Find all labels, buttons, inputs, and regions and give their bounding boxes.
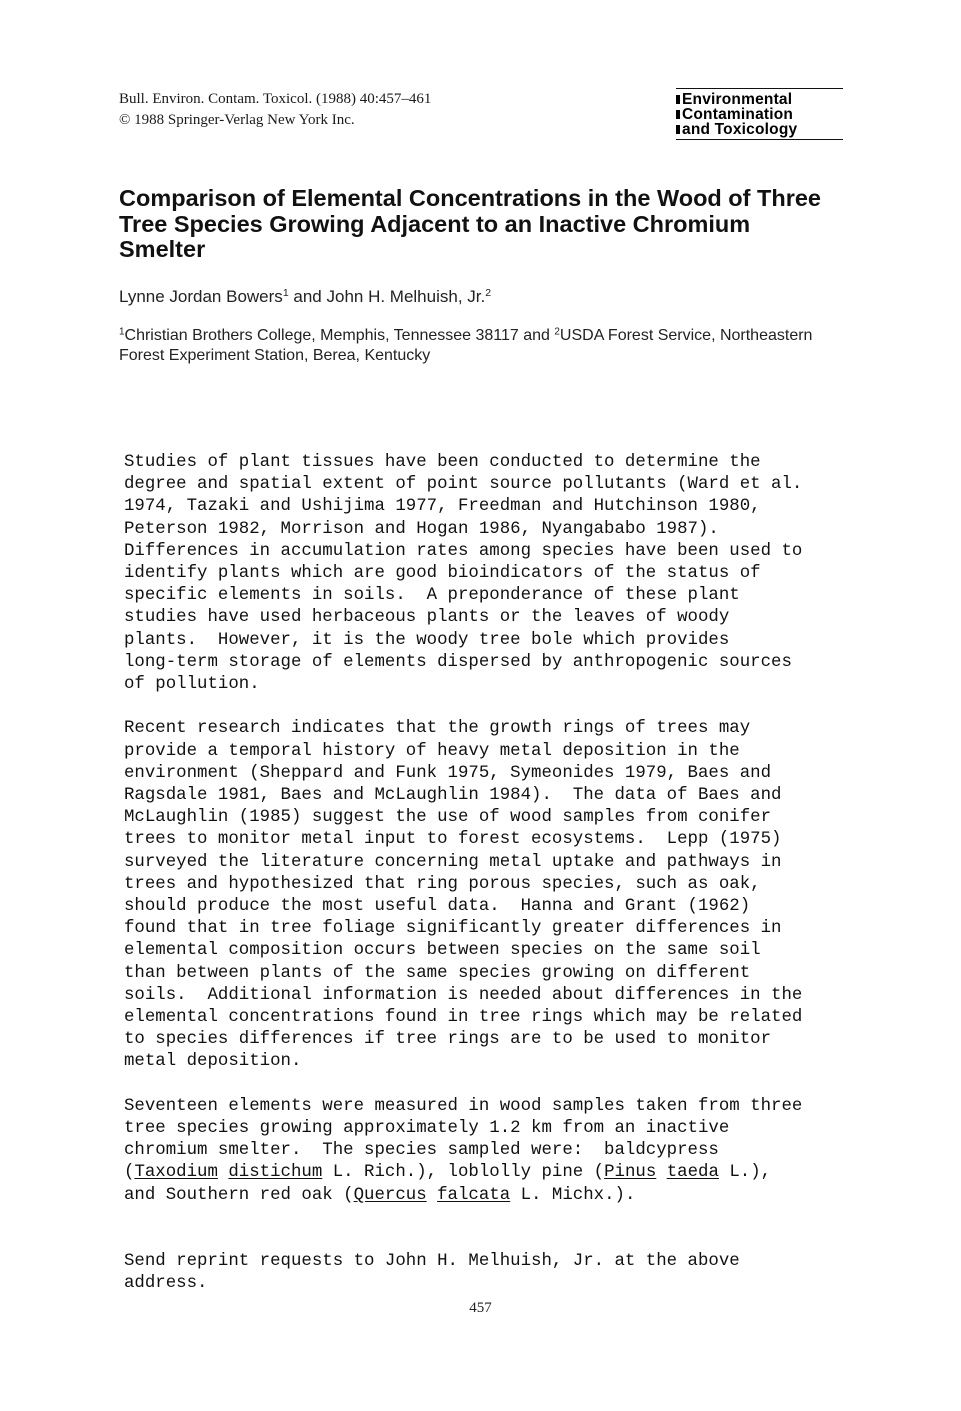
author-name: Lynne Jordan Bowers — [119, 287, 283, 306]
species-name: Pinus — [604, 1163, 657, 1183]
page-number: 457 — [469, 1300, 492, 1316]
text-line: identify plants which are good bioindicators of the status of — [124, 564, 761, 584]
author-affiliation-marker: 2 — [485, 287, 492, 300]
article-title: Comparison of Elemental Concentrations in the Wood of Three Tree Species Growing Adjacent to an Inactive Chromium Smelter — [119, 185, 822, 262]
author-affiliation-marker: 1 — [282, 287, 289, 300]
affiliation-text: Christian Brothers College, Memphis, Tennessee 38117 and — [124, 327, 555, 344]
text-line: Differences in accumulation rates among species have been used to — [124, 541, 803, 561]
text-line: soils. Additional information is needed about differences in the — [124, 985, 803, 1005]
paragraph-3 — [124, 1096, 864, 1207]
text-line: Recent research indicates that the growth rings of trees may — [124, 719, 751, 739]
text-line: long-term storage of elements dispersed by anthropogenic sources — [124, 652, 792, 672]
paragraph-2 — [124, 718, 864, 1073]
author-list — [119, 286, 491, 308]
text-line: studies have used herbaceous plants or the leaves of woody — [124, 608, 730, 628]
reprint-note — [124, 1251, 864, 1295]
text-line: environment (Sheppard and Funk 1975, Symeonides 1979, Baes and — [124, 763, 772, 783]
text-line: McLaughlin (1985) suggest the use of wood samples from conifer — [124, 808, 772, 828]
species-name: Taxodium — [134, 1163, 218, 1183]
text-line: than between plants of the same species growing on different — [124, 963, 751, 983]
text-line: Peterson 1982, Morrison and Hogan 1986, Nyangababo 1987). — [124, 519, 719, 539]
paragraph-1 — [124, 452, 864, 696]
affiliation-marker: 1 — [119, 326, 125, 338]
journal-logo-line-1: Environmental — [676, 92, 843, 107]
text-line: elemental concentrations found in tree rings which may be related — [124, 1008, 803, 1028]
affiliation-marker: 2 — [554, 326, 560, 338]
text-line: chromium smelter. The species sampled were: baldcypress — [124, 1141, 719, 1161]
text-line: plants. However, it is the woody tree bole which provides — [124, 630, 730, 650]
text-line: trees and hypothesized that ring porous species, such as oak, — [124, 874, 761, 894]
article-body — [124, 452, 864, 1296]
species-name: falcata — [437, 1185, 511, 1205]
author-name: John H. Melhuish, Jr. — [326, 287, 486, 306]
text-line: to species differences if tree rings are to be used to monitor — [124, 1030, 772, 1050]
text-line: elemental composition occurs between species on the same soil — [124, 941, 761, 961]
journal-logo — [676, 88, 843, 140]
text-line: address. — [124, 1274, 208, 1294]
species-name: taeda — [666, 1163, 719, 1183]
text-line: degree and spatial extent of point source pollutants (Ward et al. — [124, 475, 803, 495]
affiliation-text: USDA Forest Service, Northeastern Forest Experiment Station, Berea, Kentucky — [119, 327, 813, 364]
text-line: Ragsdale 1981, Baes and McLaughlin 1984). The data of Baes and — [124, 786, 782, 806]
text-line: (Taxodium distichum L. Rich.), loblolly pine (Pinus taeda L.), — [124, 1163, 772, 1183]
citation-line-1: Bull. Environ. Contam. Toxicol. (1988) 40:457–461 — [119, 91, 432, 107]
logo-mark-icon — [676, 125, 680, 134]
logo-mark-icon — [676, 110, 680, 119]
journal-logo-line-2: Contamination — [676, 107, 843, 122]
text-line: Send reprint requests to John H. Melhuish, Jr. at the above — [124, 1252, 740, 1272]
text-line: found that in tree foliage significantly greater differences in — [124, 919, 782, 939]
species-name: Quercus — [353, 1185, 427, 1205]
logo-mark-icon — [676, 95, 680, 104]
text-line: tree species growing approximately 1.2 km from an inactive — [124, 1119, 730, 1139]
text-line: should produce the most useful data. Hanna and Grant (1962) — [124, 897, 751, 917]
text-line: Seventeen elements were measured in wood samples taken from three — [124, 1096, 803, 1116]
text-line: 1974, Tazaki and Ushijima 1977, Freedman and Hutchinson 1980, — [124, 497, 761, 517]
text-line: metal deposition. — [124, 1052, 302, 1072]
journal-citation — [119, 89, 431, 131]
text-line: of pollution. — [124, 675, 260, 695]
affiliations — [119, 326, 839, 366]
species-name: distichum — [228, 1163, 323, 1183]
text-line: provide a temporal history of heavy metal deposition in the — [124, 741, 740, 761]
text-line: and Southern red oak (Quercus falcata L. Michx.). — [124, 1185, 636, 1205]
text-line: specific elements in soils. A preponderance of these plant — [124, 586, 740, 606]
citation-line-2: © 1988 Springer-Verlag New York Inc. — [119, 112, 355, 128]
journal-logo-line-3: and Toxicology — [676, 122, 843, 137]
text-line: trees to monitor metal input to forest ecosystems. Lepp (1975) — [124, 830, 782, 850]
author-separator: and — [288, 287, 327, 306]
text-line: Studies of plant tissues have been conducted to determine the — [124, 453, 761, 472]
text-line: surveyed the literature concerning metal uptake and pathways in — [124, 852, 782, 872]
